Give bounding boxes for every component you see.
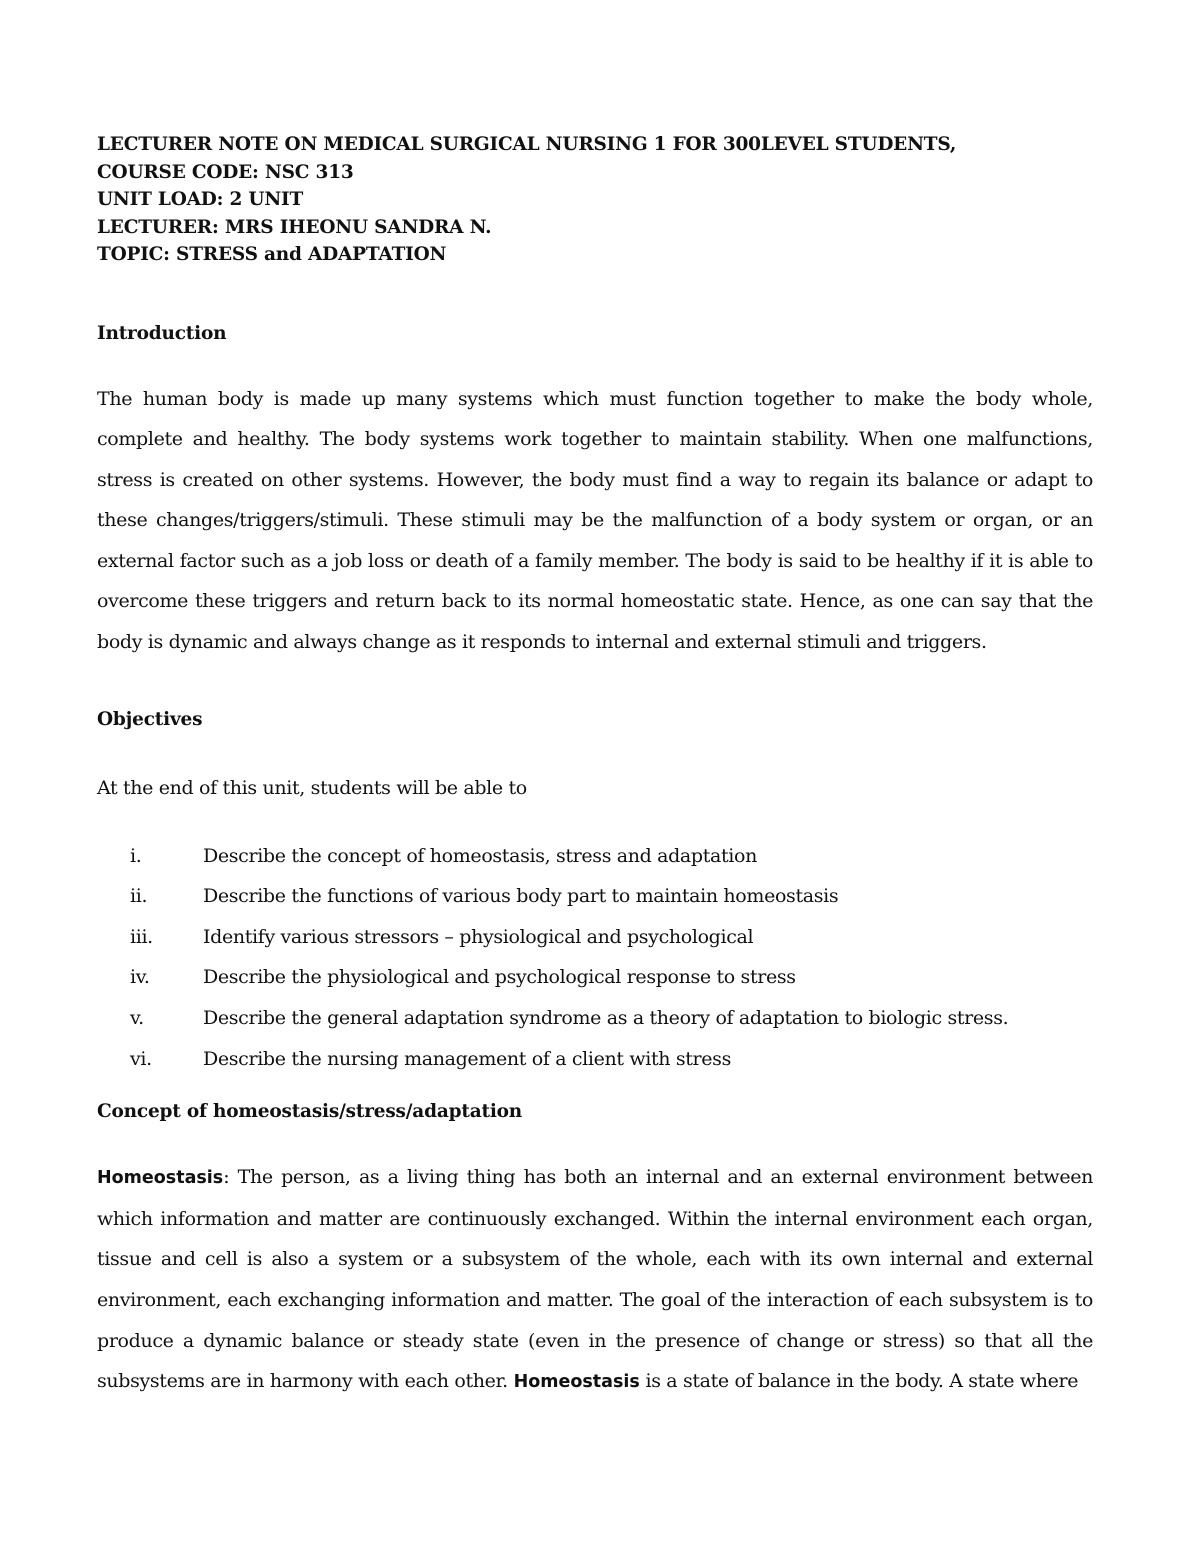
list-item xyxy=(97,965,1093,1006)
list-item-number: v. xyxy=(130,1007,144,1030)
document-header xyxy=(97,131,1093,269)
list-item-number: iii. xyxy=(130,925,153,948)
list-item xyxy=(97,1006,1093,1047)
header-unit-load: UNIT LOAD: 2 UNIT xyxy=(97,189,304,210)
homeostasis-term-inline: Homeostasis xyxy=(513,1372,640,1393)
list-item xyxy=(97,844,1093,885)
document-page xyxy=(97,131,1093,1403)
homeostasis-text-part2: is a state of balance in the body. A state where xyxy=(639,1370,1079,1393)
introduction-paragraph: The human body is made up many systems which must function together to make the body whole, complete and healthy. The body systems work together to maintain stability. When one malfunctions, stress is created on other systems. However, the body must find a way to regain its balance or adapt to these changes/triggers/stimuli. These stimuli may be the malfunction of a body system or organ, or an external factor such as a job loss or death of a family member. The body is said to be healthy if it is able to overcome these triggers and return back to its normal homeostatic state. Hence, as one can say that the body is dynamic and always change as it responds to internal and external stimuli and triggers. xyxy=(97,387,1093,654)
header-topic: TOPIC: STRESS and ADAPTATION xyxy=(97,244,447,265)
objectives-intro: At the end of this unit, students will be able to xyxy=(97,776,527,799)
list-item xyxy=(97,884,1093,925)
list-item xyxy=(97,925,1093,966)
concept-heading: Concept of homeostasis/stress/adaptation xyxy=(97,1101,523,1123)
list-item-text: Identify various stressors – physiological and psychological xyxy=(203,925,754,948)
homeostasis-term: Homeostasis xyxy=(97,1168,224,1189)
list-item-number: iv. xyxy=(130,966,150,989)
homeostasis-paragraph xyxy=(97,1157,1093,1403)
list-item-text: Describe the functions of various body part to maintain homeostasis xyxy=(203,885,839,908)
header-course-code: COURSE CODE: NSC 313 xyxy=(97,161,354,183)
list-item-number: i. xyxy=(130,844,142,867)
list-item xyxy=(97,1047,1093,1088)
objectives-heading: Objectives xyxy=(97,708,203,730)
introduction-heading: Introduction xyxy=(97,322,227,344)
list-item-text: Describe the general adaptation syndrome as a theory of adaptation to biologic stress. xyxy=(203,1007,1009,1030)
objectives-list xyxy=(97,844,1093,1088)
header-lecturer: LECTURER: MRS IHEONU SANDRA N. xyxy=(97,216,492,238)
homeostasis-text-part1: : The person, as a living thing has both an internal and an external environment between which information and matter are continuously exchanged. Within the internal environment each organ, tissue and cell is also a system or a subsystem of the whole, each with its own internal and external environment, each exchanging information and matter. The goal of the interaction of each subsystem is to produce a dynamic balance or steady state (even in the presence of change or stress) so that all the subsystems are in harmony with each other. xyxy=(97,1166,1093,1393)
list-item-number: vi. xyxy=(130,1047,152,1070)
header-title-line: LECTURER NOTE ON MEDICAL SURGICAL NURSING 1 FOR 300LEVEL STUDENTS, xyxy=(97,134,957,155)
list-item-text: Describe the concept of homeostasis, stress and adaptation xyxy=(203,844,757,867)
list-item-text: Describe the nursing management of a client with stress xyxy=(203,1047,731,1070)
list-item-text: Describe the physiological and psychological response to stress xyxy=(203,966,796,989)
list-item-number: ii. xyxy=(130,885,148,908)
